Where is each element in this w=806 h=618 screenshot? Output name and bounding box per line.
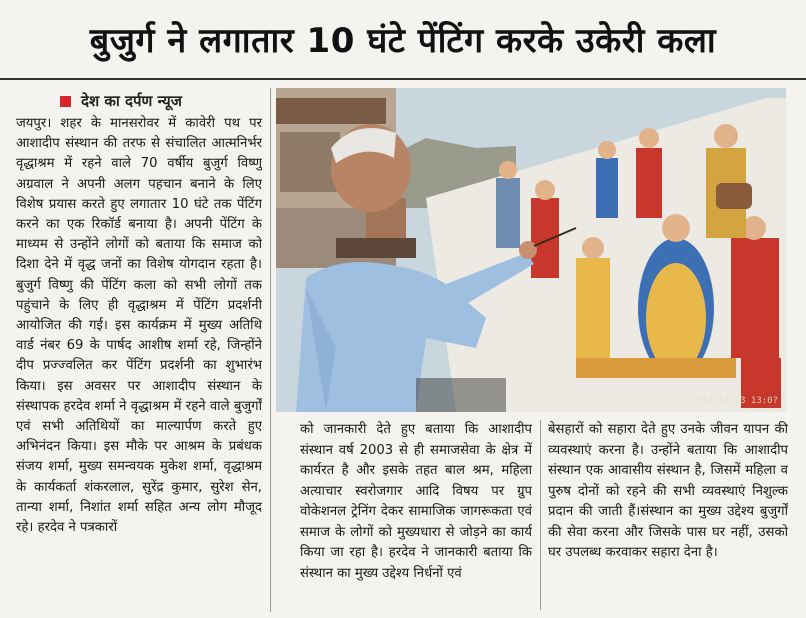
article-column-middle: को जानकारी देते हुए बताया कि आशादीप संस्थान वर्ष 2003 से ही समाजसेवा के क्षेत्र में कार्यरत है और इसके तहत बाल श्रम, महिला अत्याचार स्वरोजगार आदि विषय पर ग्रुप वोकेशनल ट्रेनिंग देकर सामाजिक जागरूकता एवं समाज के लोगों को मुख्यधारा से जोड़ने का कार्य किया जा रहा है। हरदेव ने जानकारी बताया कि संस्थान का मुख्य उद्देश्य निर्धनों एवं xyxy=(300,422,532,581)
byline xyxy=(60,90,182,112)
article-column-left: जयपुर। शहर के मानसरोवर में कावेरी पथ पर आशादीप संस्थान की तरफ से संचालित आत्मनिर्भर वृद्धाश्रम में रहने वाले 70 वर्षीय बुजुर्ग विष्णु अग्रवाल ने अपनी अलग पहचान बनाने के लिए विशेष प्रयास करते हुए लगातार 10 घंटे तक पेंटिंग करने का एक रिकॉर्ड बनाया है। अपनी पेंटिंग के माध्यम से उन्होंने लोगों को बताया कि समाज को दिशा देने में वृद्ध जनों का विशेष योगदान रहता है। बुजुर्ग विष्णु की पेंटिंग कला को सभी लोगों तक पहुंचाने के लिए ही वृद्धाश्रम में पेंटिंग प्रदर्शनी आयोजित की गई। इस कार्यक्रम में मुख्य अतिथि वार्ड नंबर 69 के पार्षद आशीष शर्मा रहे, जिन्होंने दीप प्रज्ज्वलित कर पेंटिंग प्रदर्शनी का शुभारंभ किया। इस अवसर पर आशादीप संस्थान के संस्थापक हरदेव शर्मा ने वृद्धाश्रम में रहने वाले बुजुर्गों एवं सभी अतिथियों का माल्यार्पण करते हुए अभिनंदन किया। इस मौके पर आश्रम के प्रबंधक संजय शर्मा, मुख्य समन्वयक मुकेश शर्मा, वृद्धाश्रम के कार्यकर्ता शंकरलाल, सुरेंद्र कुमार, सुरेश सेन, तान्या शर्मा, निशांत शर्मा सहित अन्य लोग मौजूद रहे। हरदेव ने पत्रकारों xyxy=(16,116,262,536)
red-square-icon xyxy=(60,96,71,107)
headline: बुजुर्ग ने लगातार 10 घंटे पेंटिंग करके उकेरी कला xyxy=(0,0,806,80)
byline-text: देश का दर्पण न्यूज xyxy=(81,92,182,110)
column-divider xyxy=(270,88,271,612)
article-column-right: बेसहारों को सहारा देते हुए उनके जीवन यापन की व्यवस्थाएं करना है। उन्होंने बताया कि आशादीप संस्थान एक आवासीय संस्थान है, जिसमें महिला व पुरुष दोनों को रहने की सभी व्यवस्थाएं निशुल्क प्रदान की जाती हैं।संस्थान का मुख्य उद्देश्य बुजुर्गों की सेवा करना और जिसके पास घर नहीं, उसको घर उपलब्ध करवाकर सहारा देना है। xyxy=(548,422,788,560)
photo-illustration xyxy=(276,88,786,412)
article-photo xyxy=(276,88,786,412)
photo-timestamp: 2017/12/13 13:0? xyxy=(691,396,778,406)
column-divider xyxy=(540,420,541,610)
